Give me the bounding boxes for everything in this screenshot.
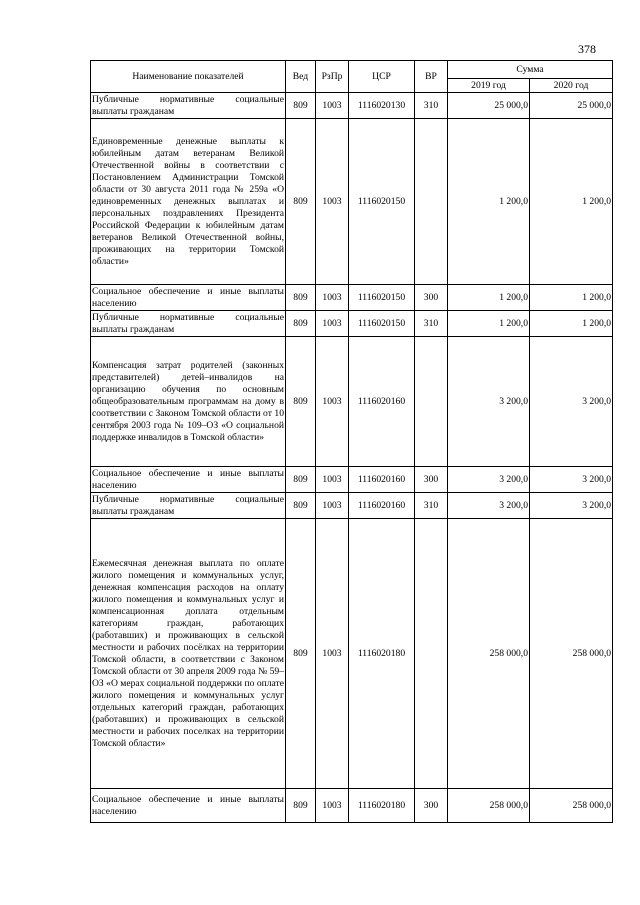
row-rzpr: 1003: [316, 93, 349, 119]
header-rzpr: РзПр: [316, 61, 349, 93]
table-row: [91, 493, 613, 519]
table-row: [91, 519, 613, 789]
row-sum-2020: 1 200,0: [530, 119, 613, 285]
header-name: Наименование показателей: [91, 61, 286, 93]
row-sum-2020: 25 000,0: [530, 93, 613, 119]
row-vr: 310: [415, 493, 448, 519]
row-name: Социальное обеспечение и иные выплаты населению: [91, 789, 286, 823]
row-ved: 809: [286, 119, 316, 285]
row-name: Социальное обеспечение и иные выплаты населению: [92, 467, 284, 491]
row-ved: 809: [286, 337, 316, 467]
table-row: [91, 789, 613, 823]
row-sum-2019: 1 200,0: [448, 285, 530, 311]
row-vr: 310: [415, 311, 448, 337]
row-rzpr: 1003: [316, 789, 349, 823]
row-vr: [415, 119, 448, 285]
row-sum-2020: 3 200,0: [530, 493, 613, 519]
budget-table: [90, 60, 613, 823]
table-row: [91, 467, 613, 493]
row-rzpr: 1003: [316, 493, 349, 519]
row-sum-2020: 1 200,0: [530, 311, 613, 337]
row-vr: 300: [415, 285, 448, 311]
row-vr: 310: [415, 93, 448, 119]
page-number: 378: [578, 42, 596, 56]
row-sum-2020: 258 000,0: [530, 789, 613, 823]
row-csr: 1116020130: [349, 93, 415, 119]
row-ved: 809: [286, 311, 316, 337]
table-body: [91, 93, 613, 823]
row-name: Публичные нормативные социальные выплаты гражданам: [92, 311, 284, 335]
row-vr: 300: [415, 789, 448, 823]
table-row: [91, 119, 613, 285]
row-csr: 1116020150: [349, 311, 415, 337]
row-sum-2019: 25 000,0: [448, 93, 530, 119]
header-year-2019: 2019 год: [448, 79, 530, 93]
row-ved: 809: [286, 789, 316, 823]
row-name: Публичные нормативные социальные выплаты гражданам: [92, 493, 284, 517]
table-row: [91, 285, 613, 311]
row-vr: [415, 337, 448, 467]
row-ved: 809: [286, 467, 316, 493]
row-ved: 809: [286, 285, 316, 311]
row-ved: 809: [286, 519, 316, 789]
row-rzpr: 1003: [316, 285, 349, 311]
header-vr: ВР: [415, 61, 448, 93]
row-sum-2019: 3 200,0: [448, 493, 530, 519]
row-csr: 1116020160: [349, 337, 415, 467]
row-csr: 1116020160: [349, 493, 415, 519]
row-csr: 1116020180: [349, 789, 415, 823]
row-ved: 809: [286, 493, 316, 519]
header-ved: Вед: [286, 61, 316, 93]
header-row: [91, 61, 613, 79]
row-rzpr: 1003: [316, 311, 349, 337]
row-name: Публичные нормативные социальные выплаты гражданам: [92, 93, 284, 117]
row-csr: 1116020160: [349, 467, 415, 493]
row-vr: [415, 519, 448, 789]
row-rzpr: 1003: [316, 467, 349, 493]
row-rzpr: 1003: [316, 519, 349, 789]
table-row: [91, 93, 613, 119]
row-sum-2020: 258 000,0: [530, 519, 613, 789]
row-sum-2019: 3 200,0: [448, 337, 530, 467]
row-ved: 809: [286, 93, 316, 119]
header-year-2020: 2020 год: [530, 79, 613, 93]
header-csr: ЦСР: [349, 61, 415, 93]
row-csr: 1116020150: [349, 285, 415, 311]
row-rzpr: 1003: [316, 337, 349, 467]
row-name: Ежемесячная денежная выплата по оплате жилого помещения и коммунальных услуг, денежная компенсация расходов на оплату жилого помещения и коммунальных услуг и компенсационная доплата отдельным категориям граждан, работающих (работавших) и проживающих в сельской местности и рабочих посёлках на территории Томской области, в соответствии с Законом Томской области от 30 апреля 2009 года № 59–ОЗ «О мерах социальной поддержки по оплате жилого помещения и коммунальных услуг отдельных категорий граждан, работающих (работавших) и проживающих в сельской местности и рабочих поселках на территории Томской области»: [91, 519, 286, 789]
row-sum-2020: 3 200,0: [530, 467, 613, 493]
header-sum: Сумма: [448, 61, 613, 79]
row-sum-2020: 1 200,0: [530, 285, 613, 311]
row-vr: 300: [415, 467, 448, 493]
row-sum-2019: 258 000,0: [448, 789, 530, 823]
row-sum-2019: 258 000,0: [448, 519, 530, 789]
row-csr: 1116020180: [349, 519, 415, 789]
row-name: Единовременные денежные выплаты к юбилейным датам ветеранам Великой Отечественной войны в соответствии с Постановлением Администрации Томской области от 30 августа 2011 года № 259а «О единовременных денежных выплатах и персональных поздравлениях Президента Российской Федерации к юбилейным датам ветеранов Великой Отечественной войны, проживающих на территории Томской области»: [91, 119, 286, 285]
row-sum-2019: 3 200,0: [448, 467, 530, 493]
row-name: Социальное обеспечение и иные выплаты населению: [92, 285, 284, 309]
row-sum-2020: 3 200,0: [530, 337, 613, 467]
row-csr: 1116020150: [349, 119, 415, 285]
row-sum-2019: 1 200,0: [448, 311, 530, 337]
table-row: [91, 311, 613, 337]
row-sum-2019: 1 200,0: [448, 119, 530, 285]
row-rzpr: 1003: [316, 119, 349, 285]
row-name: Компенсация затрат родителей (законных представителей) детей–инвалидов на организацию обучения по основным общеобразовательным программам на дому в соответствии с Законом Томской области от 10 сентября 2003 года № 109–ОЗ «О социальной поддержке инвалидов в Томской области»: [91, 337, 286, 467]
table-row: [91, 337, 613, 467]
